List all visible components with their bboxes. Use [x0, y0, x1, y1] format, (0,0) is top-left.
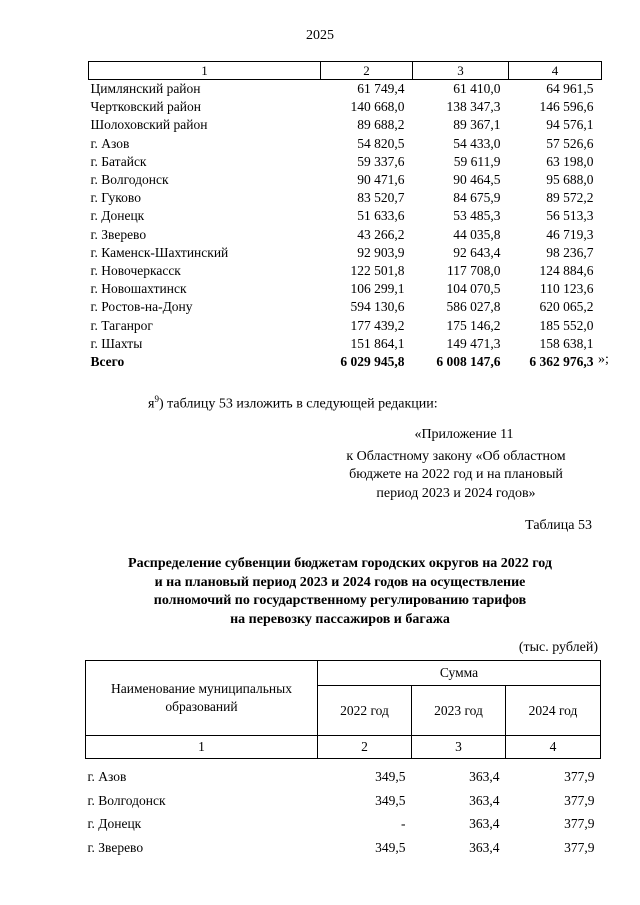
- value-2023: 363,4: [469, 816, 500, 832]
- table-row: [89, 262, 602, 280]
- amendment-superscript: 9: [154, 394, 159, 404]
- title-line: и на плановый период 2023 и 2024 годов на осуществление: [154, 574, 526, 590]
- value-2024: 185 552,0: [539, 317, 594, 333]
- title-line: полномочий по государственному регулированию тарифов: [153, 593, 527, 608]
- column-number: 2: [318, 736, 412, 759]
- value-2024: 89 572,2: [546, 190, 594, 206]
- subvention-table: [85, 660, 601, 860]
- value-2022: 594 130,6: [350, 299, 405, 315]
- municipality-name: г. Каменск-Шахтинский: [90, 244, 229, 260]
- value-2022: 349,5: [375, 840, 406, 856]
- value-2023: 363,4: [469, 768, 500, 784]
- municipality-name: Шолоховский район: [90, 117, 208, 133]
- table-row: [89, 226, 602, 244]
- municipality-name: г. Волгодонск: [90, 172, 169, 188]
- value-2022: 90 471,6: [357, 172, 405, 188]
- value-2024: 158 638,1: [539, 335, 594, 351]
- value-2022: 140 668,0: [350, 99, 405, 115]
- value-2023: 89 367,1: [453, 117, 501, 133]
- value-2024: 377,9: [564, 768, 595, 784]
- table-number: Таблица 53: [525, 518, 592, 533]
- table-row: [89, 189, 602, 207]
- value-2024: 64 961,5: [546, 81, 594, 97]
- table-row: [89, 335, 602, 353]
- value-2022: 122 501,8: [350, 262, 405, 278]
- value-2024: 124 884,6: [539, 262, 594, 278]
- municipality-name: г. Ростов-на-Дону: [90, 299, 193, 315]
- municipality-name: г. Гуково: [90, 190, 141, 206]
- value-2024: 63 198,0: [546, 153, 594, 169]
- value-2022: 59 337,6: [357, 153, 405, 169]
- municipality-name: г. Новочеркасск: [90, 262, 181, 278]
- column-number: 3: [413, 62, 509, 80]
- value-2024: 377,9: [564, 840, 595, 856]
- value-2024: 110 123,6: [540, 281, 594, 297]
- closing-quote: »;: [598, 352, 609, 367]
- table-row: [89, 316, 602, 334]
- value-2022: 89 688,2: [357, 117, 405, 133]
- value-2022: 177 439,2: [350, 317, 405, 333]
- value-2024: 620 065,2: [539, 299, 594, 315]
- value-2023: 175 146,2: [446, 317, 501, 333]
- value-2022: 92 903,9: [357, 244, 405, 260]
- budget-table-continued: [88, 61, 602, 371]
- appendix-line: к Областному закону «Об областном: [346, 448, 566, 464]
- column-number: 3: [412, 736, 506, 759]
- header-year: 2024 год: [506, 686, 601, 736]
- value-2023: 363,4: [469, 840, 500, 856]
- total-2023: 6 008 147,6: [436, 353, 501, 369]
- municipality-name: г. Азов: [90, 135, 130, 151]
- value-2024: 377,9: [564, 816, 595, 832]
- title-line: Распределение субвенции бюджетам городских округов на 2022 год: [128, 556, 552, 571]
- table-title: [80, 555, 600, 629]
- value-2023: 61 410,0: [453, 81, 501, 97]
- municipality-name: г. Шахты: [90, 335, 143, 351]
- total-2024: 6 362 976,3: [529, 353, 594, 369]
- value-2024: 98 236,7: [546, 244, 594, 260]
- appendix-reference: [320, 426, 592, 503]
- total-2022: 6 029 945,8: [340, 353, 405, 369]
- municipality-name: Цимлянский район: [90, 81, 201, 97]
- value-2024: 46 719,3: [546, 226, 594, 242]
- amendment-text: [148, 394, 438, 413]
- units-label: (тыс. рублей): [518, 640, 598, 655]
- table-row: [89, 298, 602, 316]
- column-number: 4: [509, 62, 602, 80]
- value-2023: 59 611,9: [453, 153, 501, 169]
- municipality-name: г. Новошахтинск: [90, 281, 187, 297]
- value-2022: 349,5: [375, 768, 406, 784]
- value-2023: 138 347,3: [446, 99, 501, 115]
- column-number: 1: [86, 736, 318, 759]
- value-2024: 94 576,1: [546, 117, 594, 133]
- table-row: [89, 171, 602, 189]
- amendment-letter: я: [148, 396, 155, 412]
- table-row: [89, 116, 602, 134]
- table-row: [89, 98, 602, 116]
- title-line: на перевозку пассажиров и багажа: [230, 611, 450, 627]
- value-2023: 90 464,5: [453, 172, 501, 188]
- header-municipality: Наименование муниципальных образований: [86, 661, 318, 736]
- value-2022: 54 820,5: [357, 135, 405, 151]
- header-sum: Сумма: [318, 661, 601, 686]
- table-row: [86, 789, 601, 813]
- value-2023: 54 433,0: [453, 135, 501, 151]
- total-row: [89, 353, 602, 371]
- value-2022: 61 749,4: [357, 81, 405, 97]
- appendix-line: «Приложение 11: [414, 427, 514, 442]
- table-row: [89, 80, 602, 99]
- value-2023: 149 471,3: [446, 335, 501, 351]
- municipality-name: г. Таганрог: [90, 317, 153, 333]
- value-2024: 57 526,6: [546, 135, 594, 151]
- value-2024: 146 596,6: [539, 99, 594, 115]
- total-label: Всего: [90, 353, 125, 369]
- value-2022: 106 299,1: [350, 281, 405, 297]
- municipality-name: г. Донецк: [90, 208, 145, 224]
- value-2022: 43 266,2: [357, 226, 405, 242]
- value-2023: 586 027,8: [446, 299, 501, 315]
- value-2023: 104 070,5: [446, 281, 501, 297]
- column-number: 1: [89, 62, 321, 80]
- amendment-body: ) таблицу 53 изложить в следующей редакции:: [158, 396, 438, 412]
- appendix-line: бюджете на 2022 год и на плановый: [349, 467, 563, 482]
- municipality-name: г. Зверево: [90, 226, 147, 242]
- table-row: [86, 765, 601, 789]
- value-2023: 117 708,0: [447, 262, 501, 278]
- page-number: 2025: [306, 28, 334, 43]
- column-numbers-row: [89, 62, 602, 80]
- value-2023: 84 675,9: [453, 190, 501, 206]
- column-number: 2: [321, 62, 413, 80]
- value-2024: 95 688,0: [546, 172, 594, 188]
- value-2022: 151 864,1: [350, 335, 405, 351]
- value-2022: 51 633,6: [357, 208, 405, 224]
- header-year: 2022 год: [318, 686, 412, 736]
- municipality-name: г. Зверево: [87, 840, 144, 856]
- value-2023: 363,4: [469, 792, 500, 808]
- table-row: [89, 207, 602, 225]
- table-row: [89, 244, 602, 262]
- value-2022: 83 520,7: [357, 190, 405, 206]
- column-number: 4: [506, 736, 601, 759]
- municipality-name: г. Азов: [87, 768, 127, 784]
- table-row: [86, 813, 601, 837]
- value-2022: -: [401, 816, 406, 832]
- table-row: [86, 836, 601, 860]
- value-2022: 349,5: [375, 792, 406, 808]
- header-year: 2023 год: [412, 686, 506, 736]
- value-2023: 53 485,3: [453, 208, 501, 224]
- table-row: [89, 153, 602, 171]
- appendix-line: период 2023 и 2024 годов»: [376, 485, 536, 501]
- municipality-name: г. Донецк: [87, 816, 142, 832]
- value-2024: 56 513,3: [546, 208, 594, 224]
- table-row: [89, 135, 602, 153]
- municipality-name: Чертковский район: [90, 99, 201, 115]
- value-2023: 92 643,4: [453, 244, 501, 260]
- table-row: [89, 280, 602, 298]
- value-2024: 377,9: [564, 792, 595, 808]
- municipality-name: г. Волгодонск: [87, 792, 166, 808]
- municipality-name: г. Батайск: [90, 153, 147, 169]
- value-2023: 44 035,8: [453, 226, 501, 242]
